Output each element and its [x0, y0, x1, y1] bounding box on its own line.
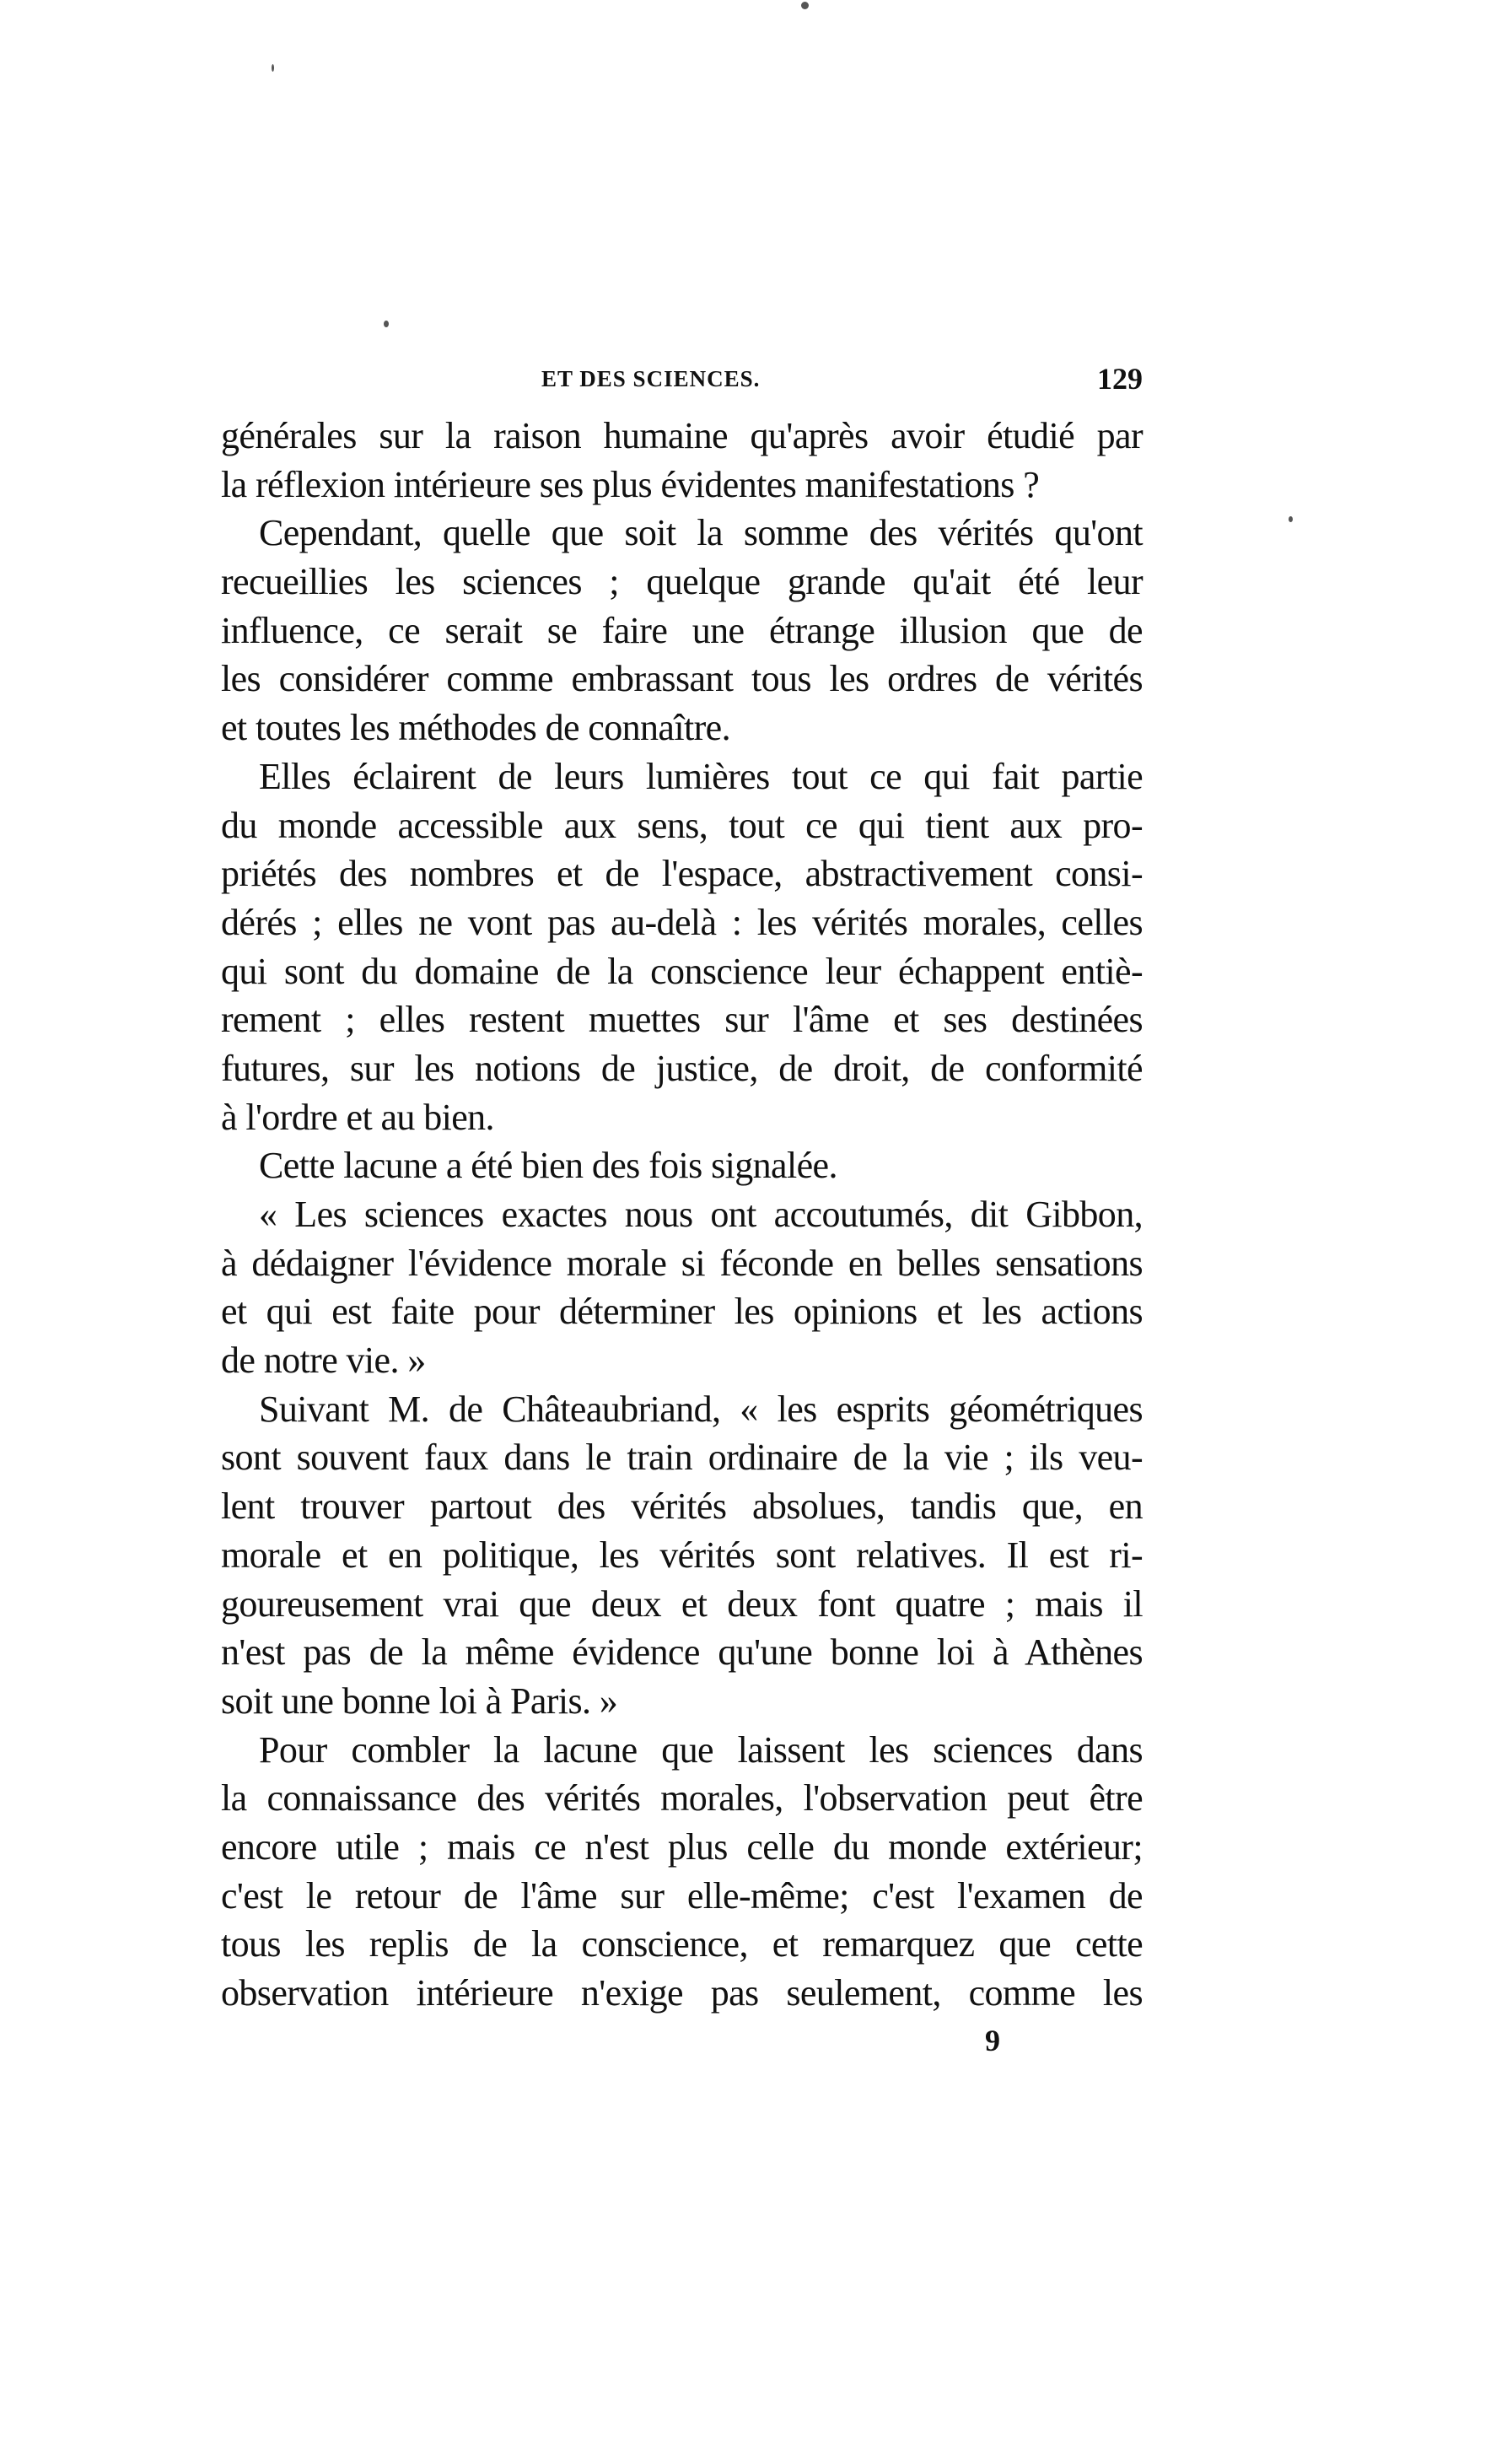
- text-line: n'est pas de la même évidence qu'une bonne loi à Athènes: [221, 1631, 1143, 1674]
- text-line: observation intérieure n'exige pas seulement, comme les: [221, 1972, 1143, 2014]
- scan-speck: [801, 2, 809, 9]
- paragraph: [221, 1726, 1143, 2018]
- text-line: morale et en politique, les vérités sont relatives. Il est ri-: [221, 1534, 1143, 1576]
- text-line: rement ; elles restent muettes sur l'âme et ses destinées: [221, 999, 1143, 1041]
- paragraph: [221, 1141, 1143, 1190]
- paragraph: [221, 509, 1143, 752]
- text-line: influence, ce serait se faire une étrange illusion que de: [221, 609, 1143, 651]
- text-line: Suivant M. de Châteaubriand, « les esprits géométriques: [259, 1388, 1143, 1430]
- paragraph: [221, 1385, 1143, 1726]
- text-line: à dédaigner l'évidence morale si féconde en belles sensations: [221, 1242, 1143, 1284]
- text-line: Elles éclairent de leurs lumières tout ce qui fait partie: [259, 755, 1143, 797]
- page-number: 129: [1097, 362, 1143, 396]
- text-line: dérés ; elles ne vont pas au-delà : les vérités morales, celles: [221, 901, 1143, 943]
- text-line: Pour combler la lacune que laissent les sciences dans: [259, 1728, 1143, 1771]
- text-line: sont souvent faux dans le train ordinaire de la vie ; ils veu-: [221, 1437, 1143, 1479]
- text-line: goureusement vrai que deux et deux font quatre ; mais il: [221, 1582, 1143, 1625]
- text-line: du monde accessible aux sens, tout ce qui tient aux pro-: [221, 804, 1143, 846]
- text-line: priétés des nombres et de l'espace, abstractivement consi-: [221, 853, 1143, 895]
- text-line: soit une bonne loi à Paris. »: [221, 1680, 618, 1722]
- text-line: Cette lacune a été bien des fois signalée.: [259, 1145, 837, 1187]
- text-line: et toutes les méthodes de connaître.: [221, 707, 730, 749]
- page-header: [221, 361, 1143, 403]
- scan-speck: [384, 321, 389, 327]
- body-text: [221, 412, 1143, 2018]
- text-line: les considérer comme embrassant tous les ordres de vérités: [221, 658, 1143, 700]
- paragraph: [221, 752, 1143, 1142]
- text-line: la connaissance des vérités morales, l'observation peut être: [221, 1777, 1143, 1820]
- text-line: générales sur la raison humaine qu'après avoir étudié par: [221, 415, 1143, 456]
- signature-mark: 9: [985, 2024, 1000, 2057]
- text-line: à l'ordre et au bien.: [221, 1096, 494, 1138]
- text-line: Cependant, quelle que soit la somme des vérités qu'ont: [259, 512, 1143, 554]
- scan-speck: [1289, 516, 1293, 522]
- text-line: la réflexion intérieure ses plus évidentes manifestations ?: [221, 463, 1040, 505]
- text-line: qui sont du domaine de la conscience leur échappent entiè-: [221, 950, 1143, 992]
- paragraph: [221, 412, 1143, 509]
- text-line: recueillies les sciences ; quelque grande qu'ait été leur: [221, 561, 1143, 603]
- text-line: et qui est faite pour déterminer les opinions et les actions: [221, 1291, 1143, 1333]
- text-line: lent trouver partout des vérités absolues, tandis que, en: [221, 1485, 1143, 1528]
- scan-speck: [272, 64, 274, 72]
- paragraph: [221, 1190, 1143, 1385]
- text-line: de notre vie. »: [221, 1340, 426, 1382]
- text-line: c'est le retour de l'âme sur elle-même; c'est l'examen de: [221, 1874, 1143, 1917]
- text-line: futures, sur les notions de justice, de droit, de conformité: [221, 1047, 1143, 1089]
- text-line: tous les replis de la conscience, et remarquez que cette: [221, 1923, 1143, 1965]
- running-title: ET DES SCIENCES.: [541, 366, 761, 391]
- text-line: encore utile ; mais ce n'est plus celle du monde extérieur;: [221, 1825, 1143, 1868]
- text-line: « Les sciences exactes nous ont accoutumés, dit Gibbon,: [259, 1194, 1143, 1235]
